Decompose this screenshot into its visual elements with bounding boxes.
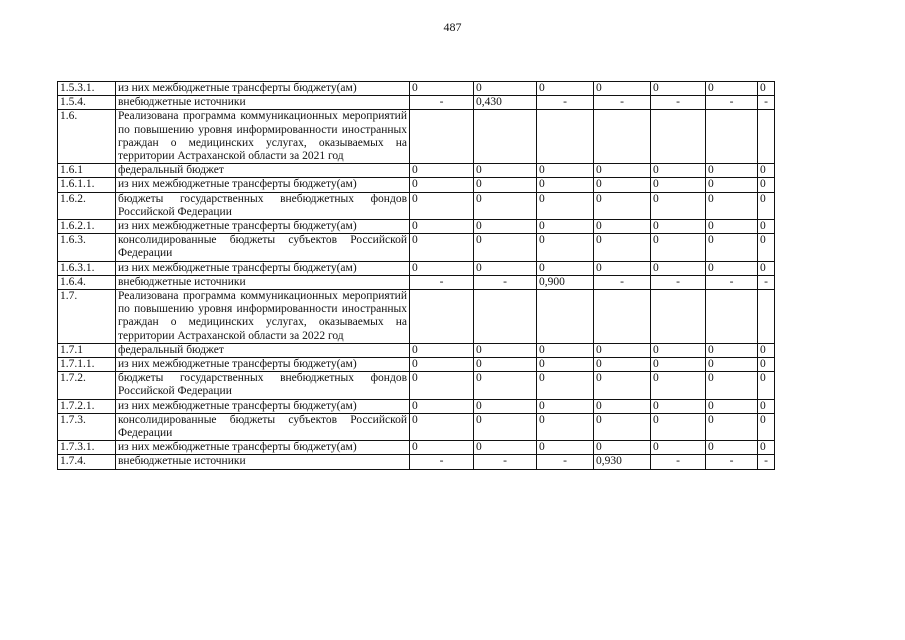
row-value [651, 290, 706, 344]
row-value: 0 [474, 261, 537, 275]
row-value: - [410, 96, 474, 110]
row-value: - [410, 455, 474, 469]
row-value: 0 [758, 413, 775, 440]
row-value: 0 [474, 82, 537, 96]
row-value: 0 [474, 399, 537, 413]
row-code: 1.6. [58, 110, 116, 164]
row-name: консолидированные бюджеты субъектов Российской Федерации [116, 234, 410, 261]
table-row [58, 413, 775, 440]
row-name: из них межбюджетные трансферты бюджету(ам) [116, 358, 410, 372]
row-value: 0 [651, 192, 706, 219]
row-value [410, 110, 474, 164]
row-value: - [651, 455, 706, 469]
row-name: внебюджетные источники [116, 455, 410, 469]
row-value: 0 [537, 164, 594, 178]
row-value [410, 290, 474, 344]
row-code: 1.7.2.1. [58, 399, 116, 413]
row-value: 0 [706, 164, 758, 178]
table-row [58, 441, 775, 455]
row-value: 0 [594, 441, 651, 455]
row-name: федеральный бюджет [116, 164, 410, 178]
row-value: 0 [706, 413, 758, 440]
row-name: из них межбюджетные трансферты бюджету(ам) [116, 220, 410, 234]
row-value: - [474, 455, 537, 469]
row-name: из них межбюджетные трансферты бюджету(ам) [116, 178, 410, 192]
row-code: 1.6.4. [58, 275, 116, 289]
row-value: 0 [706, 178, 758, 192]
table-row [58, 110, 775, 164]
row-code: 1.7.1 [58, 343, 116, 357]
row-value: 0 [474, 413, 537, 440]
row-value: 0 [474, 358, 537, 372]
row-value: 0 [651, 234, 706, 261]
row-name: бюджеты государственных внебюджетных фондов Российской Федерации [116, 192, 410, 219]
row-code: 1.7. [58, 290, 116, 344]
row-name: федеральный бюджет [116, 343, 410, 357]
row-value [537, 290, 594, 344]
row-value [594, 290, 651, 344]
row-value: 0 [594, 399, 651, 413]
row-value: 0 [537, 261, 594, 275]
row-value: 0 [758, 399, 775, 413]
row-value: 0 [474, 343, 537, 357]
row-value: - [706, 455, 758, 469]
row-value: 0 [651, 343, 706, 357]
row-value: 0 [651, 261, 706, 275]
table-row [58, 290, 775, 344]
table-row [58, 372, 775, 399]
row-value: 0 [594, 413, 651, 440]
row-value: 0 [537, 413, 594, 440]
row-value: 0 [594, 234, 651, 261]
table-row [58, 178, 775, 192]
row-value: - [410, 275, 474, 289]
row-value [758, 110, 775, 164]
row-value: 0 [410, 82, 474, 96]
row-value: 0 [706, 358, 758, 372]
row-value: 0 [410, 192, 474, 219]
row-value: 0 [410, 220, 474, 234]
row-code: 1.6.2.1. [58, 220, 116, 234]
row-value: 0 [594, 192, 651, 219]
row-value [474, 290, 537, 344]
row-value: 0 [594, 261, 651, 275]
row-value: - [537, 96, 594, 110]
budget-table [57, 81, 775, 470]
row-value: 0 [651, 399, 706, 413]
table-row [58, 358, 775, 372]
row-value: 0 [594, 164, 651, 178]
row-value: 0 [474, 164, 537, 178]
row-value: 0 [651, 413, 706, 440]
row-value: 0 [758, 261, 775, 275]
row-value [594, 110, 651, 164]
row-value: 0 [706, 261, 758, 275]
row-value: 0 [758, 441, 775, 455]
row-value: - [594, 96, 651, 110]
row-value: 0 [758, 358, 775, 372]
row-value: - [758, 96, 775, 110]
row-value: 0 [410, 178, 474, 192]
row-name: бюджеты государственных внебюджетных фондов Российской Федерации [116, 372, 410, 399]
row-value [651, 110, 706, 164]
row-value: 0 [758, 178, 775, 192]
row-value: 0 [537, 358, 594, 372]
row-value: 0 [651, 441, 706, 455]
row-value: 0 [758, 192, 775, 219]
row-code: 1.6.1.1. [58, 178, 116, 192]
page-number: 487 [443, 20, 462, 34]
row-value: 0 [410, 358, 474, 372]
row-value: 0 [706, 234, 758, 261]
row-value: 0 [537, 399, 594, 413]
row-value: 0 [410, 164, 474, 178]
row-value: 0 [706, 441, 758, 455]
row-name: внебюджетные источники [116, 275, 410, 289]
row-value: 0 [706, 399, 758, 413]
row-value: 0 [410, 234, 474, 261]
row-value: 0 [474, 192, 537, 219]
row-code: 1.5.4. [58, 96, 116, 110]
row-value: 0 [594, 343, 651, 357]
row-value: 0 [706, 343, 758, 357]
row-value [706, 110, 758, 164]
row-value [758, 290, 775, 344]
row-value: 0 [474, 220, 537, 234]
row-value: 0,930 [594, 455, 651, 469]
row-name: Реализована программа коммуникационных мероприятий по повышению уровня информированности иностранных граждан о медицинских услугах, оказываемых на территории Астраханской области за 2022 год [116, 290, 410, 344]
row-value: 0 [651, 358, 706, 372]
row-value: 0 [537, 82, 594, 96]
row-value: 0 [537, 192, 594, 219]
row-value: 0 [706, 82, 758, 96]
row-name: из них межбюджетные трансферты бюджету(ам) [116, 441, 410, 455]
row-value: - [594, 275, 651, 289]
row-value: 0 [474, 234, 537, 261]
row-value: 0 [474, 178, 537, 192]
row-value: 0 [594, 82, 651, 96]
row-value: 0 [537, 372, 594, 399]
row-code: 1.7.3. [58, 413, 116, 440]
row-value: 0 [651, 178, 706, 192]
row-value: - [651, 275, 706, 289]
row-value: 0 [410, 413, 474, 440]
row-value: 0 [758, 343, 775, 357]
row-code: 1.7.3.1. [58, 441, 116, 455]
row-value: - [651, 96, 706, 110]
row-value [474, 110, 537, 164]
row-name: внебюджетные источники [116, 96, 410, 110]
row-value: 0 [594, 178, 651, 192]
row-value: - [706, 96, 758, 110]
row-value: 0 [758, 220, 775, 234]
row-value: 0 [410, 372, 474, 399]
row-value [706, 290, 758, 344]
row-value: - [474, 275, 537, 289]
table-row [58, 164, 775, 178]
row-value: - [537, 455, 594, 469]
row-value: 0 [651, 372, 706, 399]
row-code: 1.6.1 [58, 164, 116, 178]
row-value: 0 [410, 399, 474, 413]
row-value: 0 [410, 261, 474, 275]
row-value: 0 [758, 82, 775, 96]
row-name: из них межбюджетные трансферты бюджету(ам) [116, 261, 410, 275]
row-value: 0 [651, 220, 706, 234]
row-value: 0 [537, 234, 594, 261]
row-value: 0 [410, 441, 474, 455]
row-value [537, 110, 594, 164]
row-value: 0 [706, 192, 758, 219]
row-value: 0 [594, 358, 651, 372]
row-value: 0,430 [474, 96, 537, 110]
table-row [58, 220, 775, 234]
table-row [58, 275, 775, 289]
row-value: 0 [758, 234, 775, 261]
row-name: Реализована программа коммуникационных мероприятий по повышению уровня информированности иностранных граждан о медицинских услугах, оказываемых на территории Астраханской области за 2021 год [116, 110, 410, 164]
table-row [58, 192, 775, 219]
row-value: 0 [410, 343, 474, 357]
row-name: консолидированные бюджеты субъектов Российской Федерации [116, 413, 410, 440]
table-row [58, 82, 775, 96]
row-code: 1.7.2. [58, 372, 116, 399]
table-row [58, 96, 775, 110]
row-value: 0 [758, 164, 775, 178]
row-value: 0,900 [537, 275, 594, 289]
row-value: 0 [594, 220, 651, 234]
row-value: 0 [474, 441, 537, 455]
row-value: 0 [706, 220, 758, 234]
row-value: 0 [594, 372, 651, 399]
row-value: - [706, 275, 758, 289]
row-code: 1.6.3. [58, 234, 116, 261]
row-value: 0 [474, 372, 537, 399]
row-value: 0 [537, 441, 594, 455]
row-value: 0 [537, 220, 594, 234]
row-value: 0 [706, 372, 758, 399]
table-body [58, 82, 775, 470]
row-value: - [758, 455, 775, 469]
table-row [58, 343, 775, 357]
table-row [58, 455, 775, 469]
row-value: 0 [537, 343, 594, 357]
row-value: 0 [537, 178, 594, 192]
row-value: - [758, 275, 775, 289]
row-code: 1.7.1.1. [58, 358, 116, 372]
table-row [58, 234, 775, 261]
table-row [58, 261, 775, 275]
table-row [58, 399, 775, 413]
row-code: 1.6.3.1. [58, 261, 116, 275]
row-code: 1.7.4. [58, 455, 116, 469]
row-value: 0 [651, 82, 706, 96]
row-value: 0 [651, 164, 706, 178]
row-value: 0 [758, 372, 775, 399]
row-name: из них межбюджетные трансферты бюджету(ам) [116, 399, 410, 413]
row-name: из них межбюджетные трансферты бюджету(ам) [116, 82, 410, 96]
row-code: 1.6.2. [58, 192, 116, 219]
row-code: 1.5.3.1. [58, 82, 116, 96]
